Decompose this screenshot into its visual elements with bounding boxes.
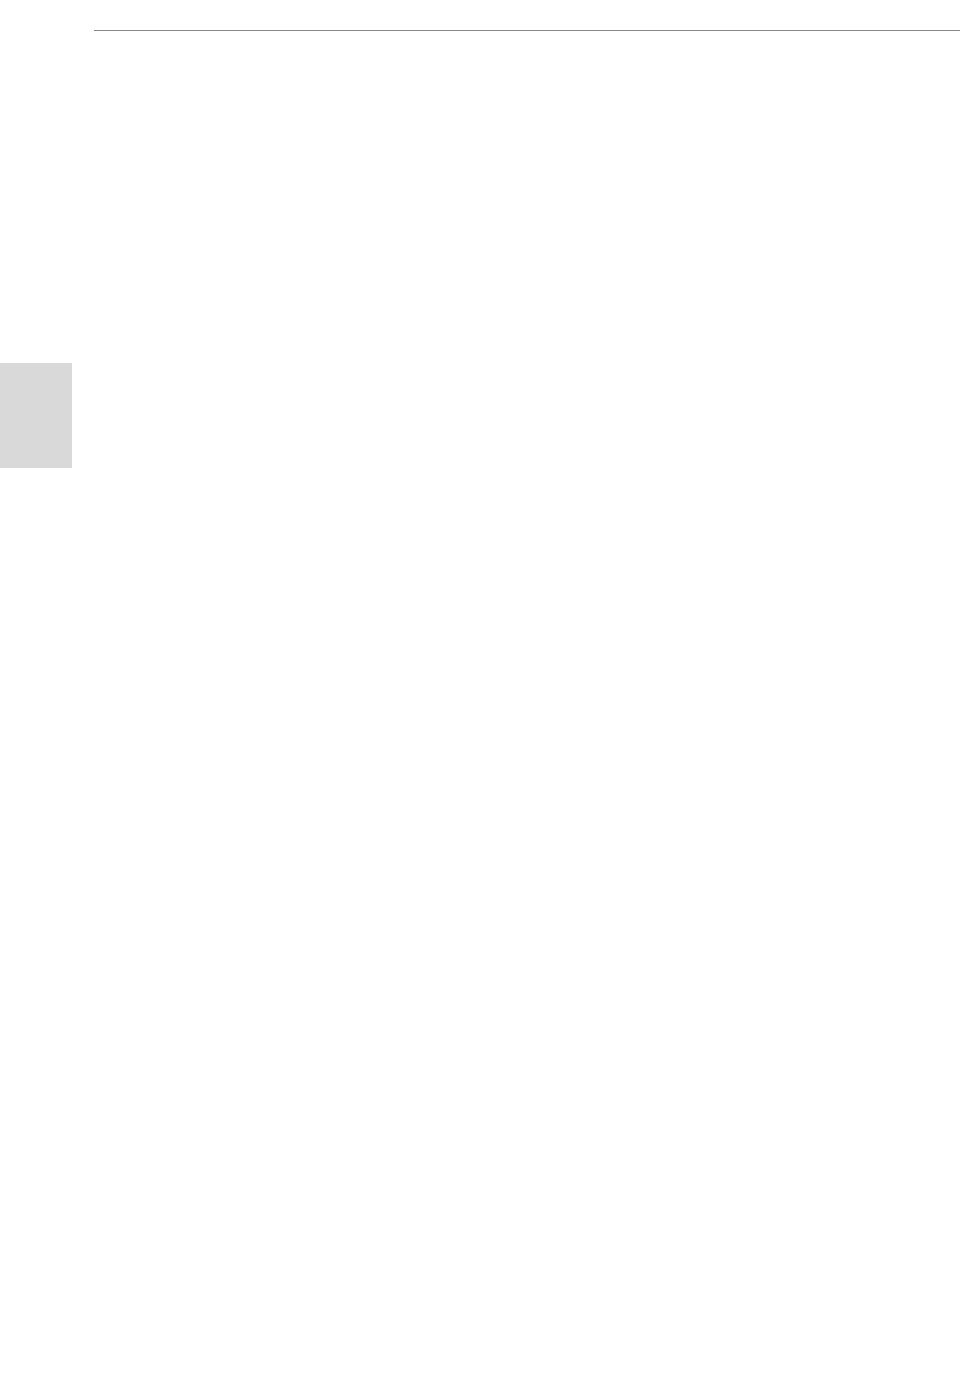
chapter-tab bbox=[0, 363, 72, 468]
header-rule bbox=[94, 30, 960, 31]
page-content bbox=[94, 50, 957, 180]
